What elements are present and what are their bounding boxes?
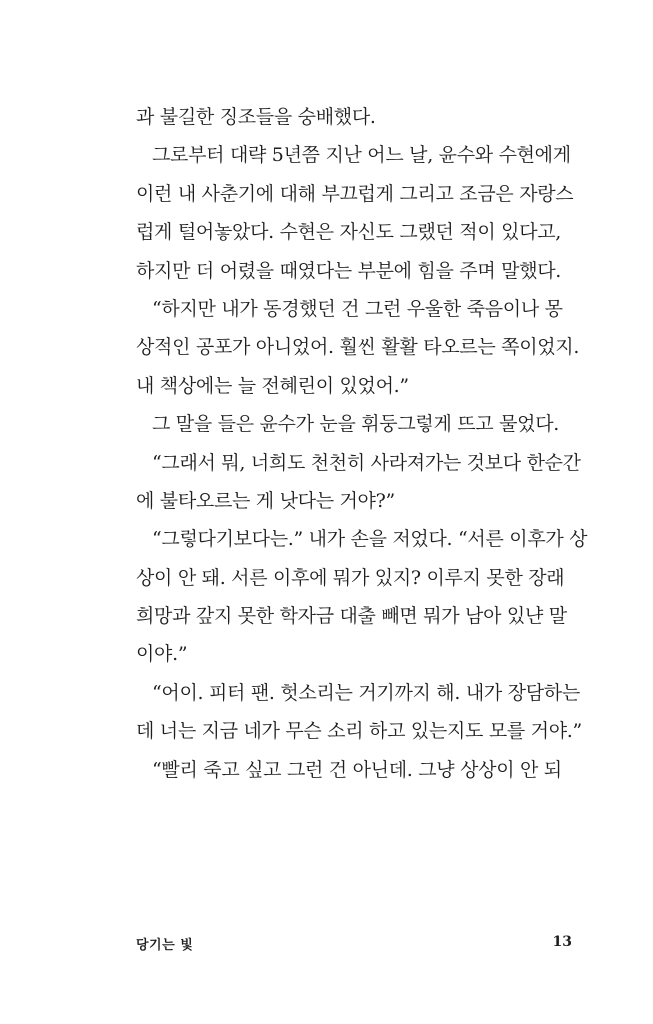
- text-line: 럽게 털어놓았다. 수현은 자신도 그랬던 적이 있다고,: [136, 221, 562, 244]
- text-line: 상적인 공포가 아니었어. 훨씬 활활 타오르는 쪽이었지.: [136, 336, 580, 359]
- text-line: 데 너는 지금 네가 무슨 소리 하고 있는지도 모를 거야.”: [136, 720, 582, 743]
- text-line: “그래서 뭐, 너희도 천천히 사라져가는 것보다 한순간: [152, 451, 581, 474]
- text-line: “빨리 죽고 싶고 그런 건 아닌데. 그냥 상상이 안 되: [152, 758, 562, 781]
- text-line: 에 불타오르는 게 낫다는 거야?”: [136, 489, 395, 512]
- text-line: “그렇다기보다는.” 내가 손을 저었다. “서른 이후가 상: [152, 528, 588, 551]
- text-line: “어이. 피터 팬. 헛소리는 거기까지 해. 내가 장담하는: [152, 681, 580, 704]
- text-line: 이야.”: [136, 643, 188, 666]
- body-text: [136, 98, 588, 789]
- text-line: 그 말을 들은 윤수가 눈을 휘둥그렇게 뜨고 물었다.: [152, 413, 559, 436]
- text-line: 상이 안 돼. 서른 이후에 뭐가 있지? 이루지 못한 장래: [136, 566, 565, 589]
- text-line: 내 책상에는 늘 전혜린이 있었어.”: [136, 374, 409, 397]
- text-line: 그로부터 대략 5년쯤 지난 어느 날, 윤수와 수현에게: [152, 144, 571, 167]
- text-line: “하지만 내가 동경했던 건 그런 우울한 죽음이나 몽: [152, 297, 563, 320]
- text-line: 하지만 더 어렸을 때였다는 부분에 힘을 주며 말했다.: [136, 259, 562, 282]
- page-footer: [136, 934, 576, 958]
- page-number: 13: [552, 934, 572, 950]
- text-line: 과 불길한 징조들을 숭배했다.: [136, 106, 376, 128]
- running-title: 당기는 빛: [136, 938, 194, 953]
- text-line: 희망과 갚지 못한 학자금 대출 빼면 뭐가 남아 있냔 말: [136, 605, 567, 628]
- text-line: 이런 내 사춘기에 대해 부끄럽게 그리고 조금은 자랑스: [136, 182, 574, 205]
